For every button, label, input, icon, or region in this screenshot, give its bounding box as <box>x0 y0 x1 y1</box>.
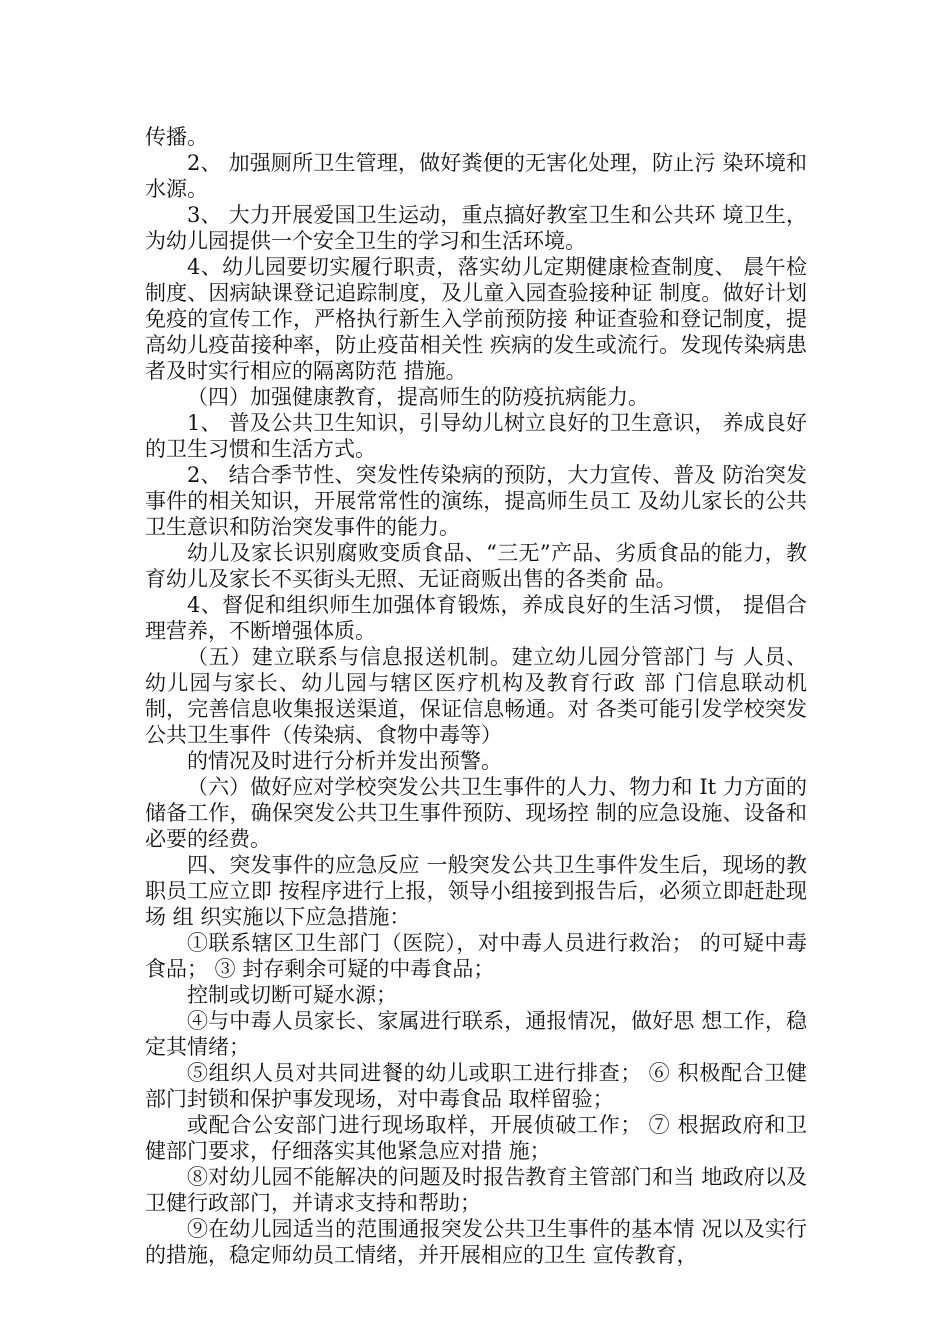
paragraph: （六）做好应对学校突发公共卫生事件的人力、物力和 It 力方面的储备工作，确保突发公共卫生事件预防、现场控 制的应急设施、设备和必要的经费。 <box>145 775 807 851</box>
paragraph: 幼儿及家长识别腐败变质食品、“三无”产品、劣质食品的能力，教育幼儿及家长不买街头无照、无证商贩出售的各类俞 品。 <box>145 541 807 591</box>
paragraph: 或配合公安部门进行现场取样，开展侦破工作； ⑦ 根据政府和卫健部门要求，仔细落实其他紧急应对措 施； <box>145 1113 807 1163</box>
paragraph: ⑤组织人员对共同进餐的幼儿或职工进行排查； ⑥ 积极配合卫健部门封锁和保护事发现场，对中毒食品 取样留验； <box>145 1061 807 1111</box>
paragraph: 4、督促和组织师生加强体育锻炼，养成良好的生活习惯， 提倡合理营养，不断增强体质。 <box>145 593 807 643</box>
paragraph: 控制或切断可疑水源； <box>187 983 397 1007</box>
paragraph: （五）建立联系与信息报送机制。建立幼儿园分管部门 与 人员、幼儿园与家长、幼儿园与辖区医疗机构及教育行政 部 门信息联动机制，完善信息收集报送渠道，保证信息畅通。对 各类可能引发学校突发公共卫生事件（传染病、食物中毒等） <box>145 645 807 747</box>
paragraph: 2、 结合季节性、突发性传染病的预防，大力宣传、普及 防治突发事件的相关知识，开展常常性的演练，提高师生员工 及幼儿家长的公共卫生意识和防治突发事件的能力。 <box>145 463 807 539</box>
document-body <box>145 124 807 1268</box>
paragraph: ⑨在幼儿园适当的范围通报突发公共卫生事件的基本情 况以及实行的措施，稳定师幼员工情绪，并开展相应的卫生 宣传教育， <box>145 1217 807 1267</box>
paragraph: （四）加强健康教育，提高师生的防疫抗病能力。 <box>187 385 649 409</box>
paragraph: ⑧对幼儿园不能解决的问题及时报告教育主管部门和当 地政府以及卫健行政部门，并请求支持和帮助； <box>145 1165 807 1215</box>
paragraph: 四、突发事件的应急反应 一般突发公共卫生事件发生后，现场的教职员工应立即 按程序进行上报，领导小组接到报告后，必须立即赶赴现场 组 织实施以下应急措施： <box>145 853 807 929</box>
paragraph: 4、幼儿园要切实履行职责，落实幼儿定期健康检查制度、 晨午检制度、因病缺课登记追踪制度，及儿童入园查验接种证 制度。做好计划免疫的宣传工作，严格执行新生入学前预防接 种证查验和登记制度，提高幼儿疫苗接种率，防止疫苗相关性 疾病的发生或流行。发现传染病患者及时实行相应的隔离防范 措施。 <box>145 255 807 383</box>
paragraph: ④与中毒人员家长、家属进行联系，通报情况，做好思 想工作，稳定其情绪； <box>145 1009 807 1059</box>
paragraph: 的情况及时进行分析并发出预警。 <box>187 749 502 773</box>
paragraph: 3、 大力开展爱国卫生运动，重点搞好教室卫生和公共环 境卫生，为幼儿园提供一个安全卫生的学习和生活环境。 <box>145 203 807 253</box>
paragraph: 1、 普及公共卫生知识，引导幼儿树立良好的卫生意识， 养成良好的卫生习惯和生活方式。 <box>145 411 807 461</box>
paragraph: ①联系辖区卫生部门（医院），对中毒人员进行救治； 的可疑中毒食品； ③ 封存剩余可疑的中毒食品； <box>145 931 807 981</box>
paragraph: 传播。 <box>145 125 208 149</box>
paragraph: 2、 加强厕所卫生管理，做好粪便的无害化处理，防止污 染环境和水源。 <box>145 151 807 201</box>
